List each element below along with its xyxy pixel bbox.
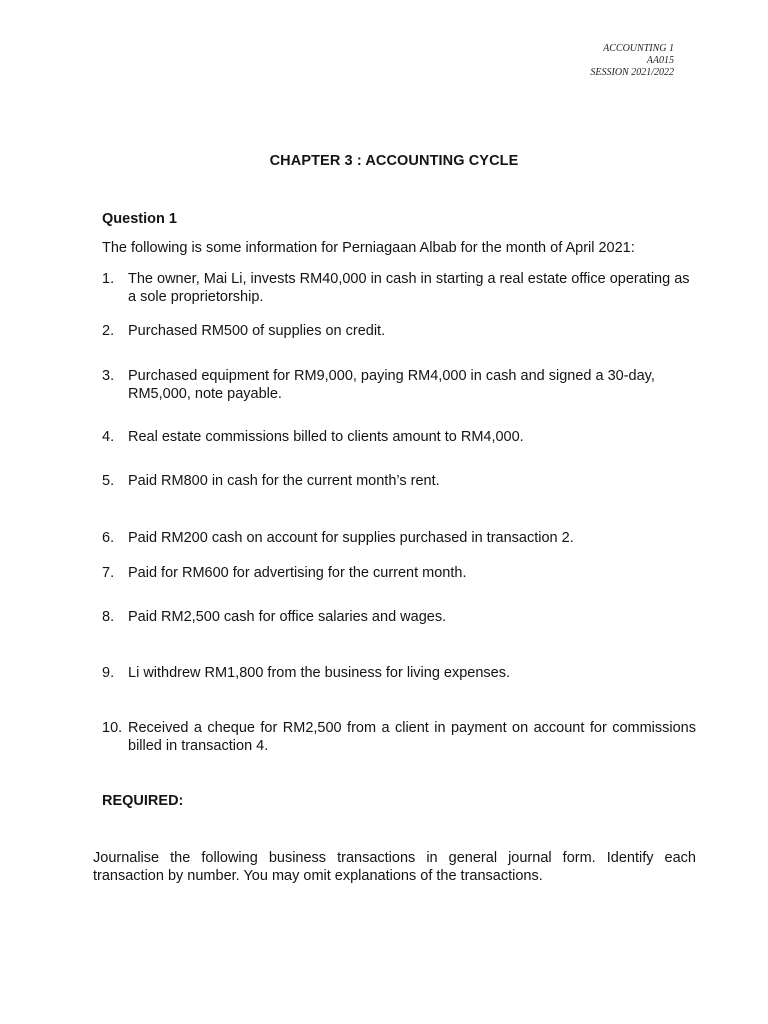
list-item [102, 367, 696, 403]
item-number: 1. [102, 271, 115, 287]
list-item [102, 719, 696, 755]
item-text: Paid RM200 cash on account for supplies purchased in transaction 2. [128, 530, 574, 546]
item-number: 3. [102, 368, 115, 384]
list-item [102, 608, 696, 626]
item-number: 9. [102, 665, 115, 681]
item-text: Purchased RM500 of supplies on credit. [128, 323, 386, 339]
chapter-title: CHAPTER 3 : ACCOUNTING CYCLE [269, 153, 519, 169]
item-text: Paid RM800 in cash for the current month’s rent. [128, 473, 440, 489]
item-number: 2. [102, 323, 115, 339]
question-heading: Question 1 [102, 211, 177, 227]
list-item [102, 564, 696, 582]
item-number: 4. [102, 429, 115, 445]
item-text: Purchased equipment for RM9,000, paying RM4,000 in cash and signed a 30-day, RM5,000, note payable. [128, 368, 655, 402]
item-number: 6. [102, 530, 115, 546]
list-item [102, 664, 696, 682]
header-course: ACCOUNTING 1 [603, 43, 674, 54]
list-item [102, 428, 696, 446]
question-intro: The following is some information for Perniagaan Albab for the month of April 2021: [102, 240, 635, 256]
header-code: AA015 [646, 55, 674, 66]
item-text: Real estate commissions billed to clients amount to RM4,000. [128, 429, 524, 445]
item-number: 5. [102, 473, 115, 489]
header-session: SESSION 2021/2022 [590, 67, 674, 78]
item-text: Li withdrew RM1,800 from the business for living expenses. [128, 665, 511, 681]
required-instruction: Journalise the following business transactions in general journal form. Identify each transaction by number. You may omit explanations of the transactions. [93, 850, 696, 884]
required-heading: REQUIRED: [102, 793, 184, 809]
list-item [102, 270, 696, 306]
item-text: The owner, Mai Li, invests RM40,000 in cash in starting a real estate office operating as a sole proprietorship. [128, 271, 690, 305]
item-number: 10. [102, 720, 123, 736]
item-text: Received a cheque for RM2,500 from a client in payment on account for commissions billed in transaction 4. [128, 720, 696, 754]
item-number: 7. [102, 565, 115, 581]
list-item [102, 322, 696, 340]
list-item [102, 472, 696, 490]
item-text: Paid RM2,500 cash for office salaries and wages. [128, 609, 447, 625]
item-number: 8. [102, 609, 115, 625]
item-text: Paid for RM600 for advertising for the current month. [128, 565, 467, 581]
list-item [102, 529, 696, 547]
